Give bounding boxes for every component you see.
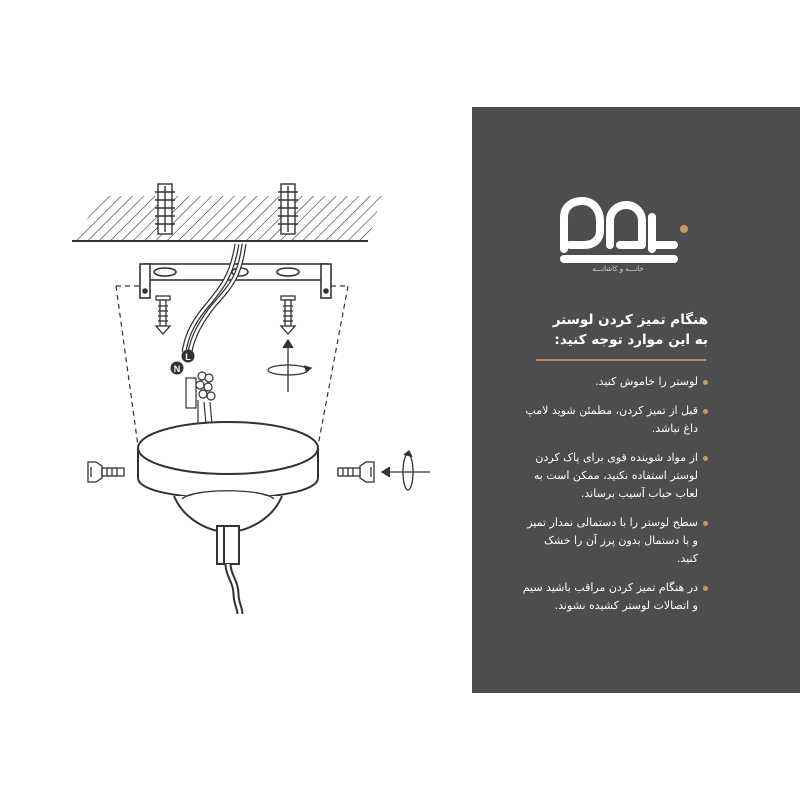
ceiling bbox=[72, 196, 382, 241]
wall-anchor-right bbox=[278, 184, 298, 234]
tip-text: سطح لوستر را با دستمالی نمدار تمیز و با دستمال بدون پرز آن را خشک کنید. bbox=[527, 516, 698, 565]
bullet-dot-icon bbox=[703, 409, 708, 414]
bracket-screw-right bbox=[281, 296, 295, 334]
care-instructions-panel bbox=[472, 107, 800, 693]
instructions-title-line1: هنگام تمیز کردن لوستر bbox=[552, 312, 708, 328]
tip-item bbox=[522, 579, 708, 615]
instructions-title-line2: به این موارد توجه کنید: bbox=[554, 332, 708, 348]
tip-text: در هنگام تمیز کردن مراقب باشید سیم و اتصالات لوستر کشیده نشوند. bbox=[522, 581, 698, 612]
lamp-canopy bbox=[138, 422, 318, 532]
wire-label-live bbox=[182, 350, 195, 363]
tip-item bbox=[522, 514, 708, 568]
wall-anchor-left bbox=[155, 184, 175, 234]
bullet-dot-icon bbox=[703, 521, 708, 526]
tip-item bbox=[522, 449, 708, 503]
tip-item bbox=[522, 373, 708, 391]
bullet-dot-icon bbox=[703, 380, 708, 385]
tips-list bbox=[522, 373, 708, 626]
power-wires bbox=[184, 244, 244, 352]
bullet-dot-icon bbox=[703, 586, 708, 591]
svg-text:L: L bbox=[185, 352, 191, 362]
canopy-screw-right bbox=[338, 462, 374, 482]
rotate-arrow-icon-side bbox=[382, 451, 430, 490]
bullet-dot-icon bbox=[703, 456, 708, 461]
terminal-block bbox=[186, 372, 215, 424]
canopy-screw-left bbox=[88, 462, 124, 482]
rotate-arrow-icon bbox=[268, 340, 311, 392]
bracket-screw-left bbox=[156, 296, 170, 334]
tip-text: قبل از تمیز کردن، مطمئن شوید لامپ داغ نباشد. bbox=[525, 404, 698, 435]
tip-item bbox=[522, 402, 708, 438]
lamp-stem bbox=[217, 526, 239, 564]
brand-caption: خانـــه و کاشانـــه bbox=[592, 265, 644, 273]
instructions-title bbox=[498, 310, 708, 350]
wire-label-neutral bbox=[171, 362, 184, 375]
title-divider bbox=[536, 359, 706, 361]
lamp-cable bbox=[228, 564, 240, 614]
svg-text:N: N bbox=[173, 364, 181, 374]
tip-text: لوستر را خاموش کنید. bbox=[595, 375, 698, 388]
tip-text: از مواد شوینده قوی برای پاک کردن لوستر استفاده نکنید، ممکن است به لعاب حباب آسیب برساند. bbox=[533, 451, 698, 500]
